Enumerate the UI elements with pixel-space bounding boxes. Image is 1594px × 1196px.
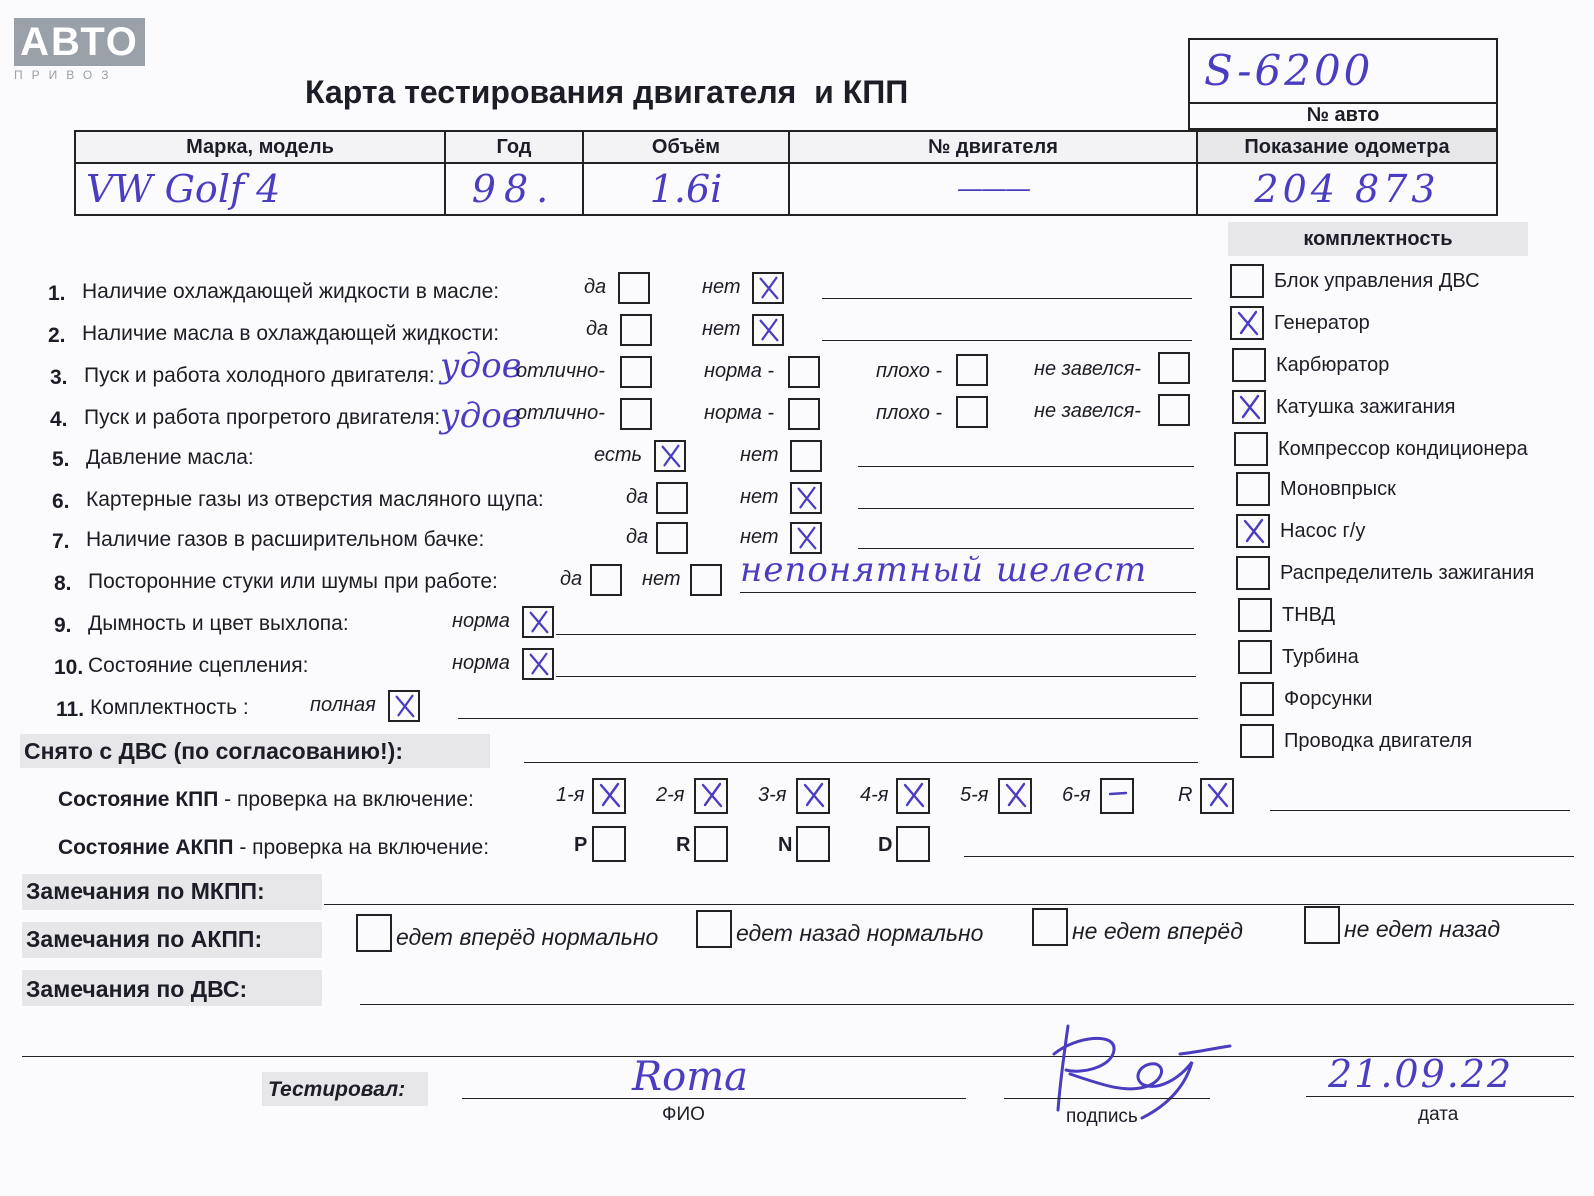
komplekt-label-8: ТНВД: [1282, 604, 1336, 626]
kpp-label: Состояние КПП - проверка на включение:: [58, 788, 474, 811]
kpp-gear-checkbox-2[interactable]: [796, 778, 830, 814]
komplekt-checkbox-6[interactable]: [1236, 514, 1270, 548]
item-3-excellent-checkbox[interactable]: [620, 356, 652, 388]
item-2-no-label: нет: [702, 318, 741, 340]
komplekt-title: комплектность: [1303, 228, 1453, 250]
item-4-number: 4.: [50, 408, 68, 431]
komplekt-label-7: Распределитель зажигания: [1280, 562, 1535, 584]
card-title: Карта тестирования двигателя и КПП: [305, 74, 909, 110]
kpp-gear-checkbox-6[interactable]: [1200, 778, 1234, 814]
item-1-no-checkbox[interactable]: [752, 272, 784, 304]
item-2-no-checkbox[interactable]: [752, 314, 784, 346]
akpp-no-forward-label: не едет вперёд: [1072, 918, 1243, 944]
item-3-bad-label: плохо -: [876, 360, 943, 382]
komplekt-checkbox-11[interactable]: [1240, 724, 1274, 758]
item-7-no-label: нет: [740, 526, 779, 548]
komplekt-label-11: Проводка двигателя: [1284, 730, 1473, 752]
col-engine-no: № двигателя: [789, 131, 1197, 163]
akpp-label: Состояние АКПП - проверка на включение:: [58, 836, 490, 859]
item-3-handwritten: удов: [440, 346, 522, 386]
akpp-no-backward-checkbox[interactable]: [1304, 906, 1340, 944]
car-number-value: S-6200: [1204, 46, 1374, 95]
tester-name-handwritten: Roma: [632, 1054, 748, 1100]
item-11-full-label: полная: [310, 694, 376, 716]
item-4-excellent-label: отлично-: [516, 402, 605, 424]
item-8-text: Посторонние стуки или шумы при работе:: [88, 570, 498, 593]
item-3-bad-checkbox[interactable]: [956, 354, 988, 386]
kpp-gear-label-6: R: [1178, 784, 1193, 806]
akpp-no-backward-label: не едет назад: [1344, 916, 1501, 942]
item-11-number: 11.: [56, 698, 85, 721]
kpp-gear-label-5: 6-я: [1062, 784, 1091, 806]
kpp-gear-label-2: 3-я: [758, 784, 787, 806]
item-5-number: 5.: [52, 448, 70, 471]
item-1-text: Наличие охлаждающей жидкости в масле:: [82, 280, 500, 303]
item-8-yes-label: да: [560, 568, 583, 590]
item-2-yes-label: да: [586, 318, 609, 340]
kpp-gear-checkbox-4[interactable]: [998, 778, 1032, 814]
akpp-no-forward-checkbox[interactable]: [1032, 908, 1068, 946]
engine-no-value: ———: [789, 163, 1197, 215]
akpp-forward-ok-checkbox[interactable]: [356, 914, 392, 952]
removed-from-engine-label: Снято с ДВС (по согласованию!):: [24, 738, 403, 764]
item-4-bad-checkbox[interactable]: [956, 396, 988, 428]
fio-label: ФИО: [662, 1104, 705, 1125]
kpp-gear-checkbox-1[interactable]: [694, 778, 728, 814]
komplekt-checkbox-1[interactable]: [1230, 306, 1264, 340]
col-volume: Объём: [583, 131, 789, 163]
item-4-normal-checkbox[interactable]: [788, 398, 820, 430]
akpp-position-checkbox-2[interactable]: [796, 826, 830, 862]
item-2-yes-checkbox[interactable]: [620, 314, 652, 346]
date-handwritten: 21.09.22: [1328, 1052, 1514, 1096]
item-8-no-label: нет: [642, 568, 681, 590]
item-4-handwritten: удов: [440, 396, 522, 436]
komplekt-label-1: Генератор: [1274, 312, 1370, 334]
item-1-number: 1.: [48, 282, 66, 305]
date-label: дата: [1418, 1104, 1459, 1125]
kpp-gear-checkbox-3[interactable]: [896, 778, 930, 814]
item-4-bad-label: плохо -: [876, 402, 943, 424]
item-5-yes-label: есть: [594, 444, 643, 466]
akpp-forward-ok-label: едет вперёд нормально: [396, 924, 659, 950]
item-2-number: 2.: [48, 324, 66, 347]
komplekt-checkbox-3[interactable]: [1232, 390, 1266, 424]
item-8-yes-checkbox[interactable]: [590, 564, 622, 596]
komplekt-checkbox-9[interactable]: [1238, 640, 1272, 674]
komplekt-label-2: Карбюратор: [1276, 354, 1390, 376]
item-8-number: 8.: [54, 572, 72, 595]
item-1-no-label: нет: [702, 276, 741, 298]
komplekt-label-3: Катушка зажигания: [1276, 396, 1456, 418]
akpp-position-label-1: R: [676, 834, 691, 856]
item-4-text: Пуск и работа прогретого двигателя:: [84, 406, 441, 429]
kpp-gear-label-3: 4-я: [860, 784, 889, 806]
year-value: 98.: [445, 163, 583, 215]
komplekt-checkbox-8[interactable]: [1238, 598, 1272, 632]
signature-label: подпись: [1066, 1106, 1138, 1127]
col-odometer: Показание одометра: [1197, 131, 1497, 163]
item-6-yes-checkbox[interactable]: [656, 482, 688, 514]
akpp-position-checkbox-1[interactable]: [694, 826, 728, 862]
remarks-dvs-label: Замечания по ДВС:: [26, 976, 248, 1002]
car-number-label: № авто: [1306, 104, 1380, 126]
komplekt-checkbox-10[interactable]: [1240, 682, 1274, 716]
akpp-position-checkbox-0[interactable]: [592, 826, 626, 862]
item-6-number: 6.: [52, 490, 70, 513]
odometer-value: 204 873: [1197, 163, 1497, 215]
item-5-yes-checkbox[interactable]: [654, 440, 686, 472]
komplekt-checkbox-2[interactable]: [1232, 348, 1266, 382]
komplekt-label-4: Компрессор кондиционера: [1278, 438, 1528, 460]
remarks-mkpp-label: Замечания по МКПП:: [26, 878, 265, 904]
item-10-normal-checkbox[interactable]: [522, 648, 554, 680]
kpp-gear-label-0: 1-я: [556, 784, 585, 806]
item-7-text: Наличие газов в расширительном бачке:: [86, 528, 485, 551]
kpp-gear-checkbox-0[interactable]: [592, 778, 626, 814]
akpp-backward-ok-label: едет назад нормально: [736, 920, 984, 946]
akpp-position-checkbox-3[interactable]: [896, 826, 930, 862]
kpp-gear-checkbox-5[interactable]: [1100, 778, 1134, 814]
col-make-model: Марка, модель: [75, 131, 445, 163]
item-10-text: Состояние сцепления:: [88, 654, 309, 677]
col-year: Год: [445, 131, 583, 163]
item-6-yes-label: да: [626, 486, 649, 508]
item-9-text: Дымность и цвет выхлопа:: [88, 612, 349, 635]
item-3-number: 3.: [50, 366, 68, 389]
item-3-normal-label: норма -: [704, 360, 775, 382]
komplekt-checkbox-7[interactable]: [1236, 556, 1270, 590]
vehicle-header-table: [74, 130, 1498, 216]
item-4-nostart-label: не завелся-: [1034, 400, 1141, 422]
komplekt-label-9: Турбина: [1282, 646, 1359, 668]
item-3-normal-checkbox[interactable]: [788, 356, 820, 388]
komplekt-label-5: Моновпрыск: [1280, 478, 1396, 500]
remarks-akpp-label: Замечания по АКПП:: [26, 926, 263, 952]
akpp-backward-ok-checkbox[interactable]: [696, 910, 732, 948]
item-2-text: Наличие масла в охлаждающей жидкости:: [82, 322, 500, 345]
item-8-handwritten-note: непонятный шелест: [740, 550, 1148, 590]
item-4-excellent-checkbox[interactable]: [620, 398, 652, 430]
item-5-no-label: нет: [740, 444, 779, 466]
make-model-value: VW Golf 4: [75, 163, 445, 215]
item-3-nostart-label: не завелся-: [1034, 358, 1141, 380]
komplekt-label-0: Блок управления ДВС: [1274, 270, 1480, 292]
item-11-text: Комплектность :: [90, 696, 249, 719]
komplekt-checkbox-5[interactable]: [1236, 472, 1270, 506]
tested-by-label: Тестировал:: [268, 1078, 406, 1101]
akpp-position-label-3: D: [878, 834, 893, 856]
item-7-yes-label: да: [626, 526, 649, 548]
item-9-number: 9.: [54, 614, 72, 637]
item-6-no-checkbox[interactable]: [790, 482, 822, 514]
car-number-box: [1188, 38, 1498, 130]
item-4-normal-label: норма -: [704, 402, 775, 424]
komplekt-label-10: Форсунки: [1284, 688, 1373, 710]
item-3-text: Пуск и работа холодного двигателя:: [84, 364, 435, 387]
item-6-no-label: нет: [740, 486, 779, 508]
avto-privoz-logo: [14, 18, 145, 82]
item-1-yes-label: да: [584, 276, 607, 298]
item-6-text: Картерные газы из отверстия масляного щупа:: [86, 488, 544, 511]
kpp-gear-label-1: 2-я: [656, 784, 685, 806]
item-7-yes-checkbox[interactable]: [656, 522, 688, 554]
item-3-excellent-label: отлично-: [516, 360, 605, 382]
volume-value: 1.6i: [583, 163, 789, 215]
item-1-yes-checkbox[interactable]: [618, 272, 650, 304]
item-5-text: Давление масла:: [86, 446, 254, 469]
item-5-no-checkbox[interactable]: [790, 440, 822, 472]
item-11-full-checkbox[interactable]: [388, 690, 420, 722]
item-9-normal-checkbox[interactable]: [522, 606, 554, 638]
logo-text: АВТО: [14, 18, 145, 66]
item-7-number: 7.: [52, 530, 70, 553]
item-10-number: 10.: [54, 656, 84, 679]
item-8-no-checkbox[interactable]: [690, 564, 722, 596]
komplekt-checkbox-0[interactable]: [1230, 264, 1264, 298]
akpp-position-label-0: P: [574, 834, 588, 856]
kpp-gear-label-4: 5-я: [960, 784, 989, 806]
item-10-normal-label: норма: [452, 652, 510, 674]
komplekt-checkbox-4[interactable]: [1234, 432, 1268, 466]
logo-subtext: ПРИВОЗ: [14, 68, 118, 82]
akpp-position-label-2: N: [778, 834, 793, 856]
item-9-normal-label: норма: [452, 610, 510, 632]
item-3-nostart-checkbox[interactable]: [1158, 352, 1190, 384]
komplekt-label-6: Насос г/у: [1280, 520, 1366, 542]
item-4-nostart-checkbox[interactable]: [1158, 394, 1190, 426]
